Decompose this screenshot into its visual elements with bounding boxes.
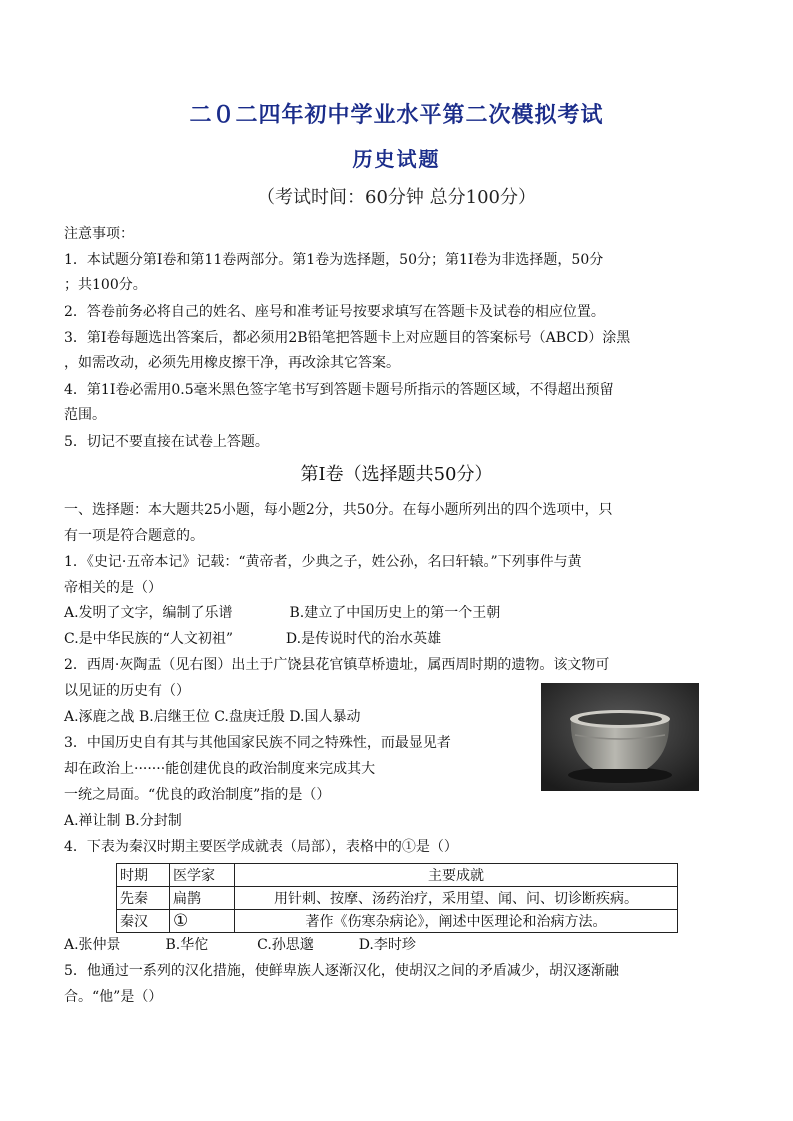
question-2-options: A.涿鹿之战 B.启继王位 C.盘庚迁殷 D.国人暴动 xyxy=(64,709,361,725)
option-d: D.是传说时代的治水英雄 xyxy=(285,631,442,647)
notice-line: 2．答卷前务必将自己的姓名、座号和准考证号按要求填写在答题卡及试卷的相应位置。 xyxy=(64,304,605,320)
option-d: D.李时珍 xyxy=(358,937,416,953)
notice-line: 5．切记不要直接在试卷上答题。 xyxy=(64,434,269,450)
option-a: A.张仲景 xyxy=(64,937,121,953)
option-c: C.是中华民族的“人文初祖” xyxy=(64,631,233,647)
question-5-stem: 5．他通过一系列的汉化措施，使鲜卑族人逐渐汉化，使胡汉之间的矛盾减少，胡汉逐渐融 xyxy=(64,963,619,979)
table-header: 医学家 xyxy=(170,864,235,887)
question-3-options: A.禅让制 B.分封制 xyxy=(64,813,182,829)
question-4-options xyxy=(64,935,734,955)
table-row xyxy=(117,887,678,910)
question-2-stem: 2．西周·灰陶盂（见右图）出土于广饶县花官镇草桥遗址，属西周时期的遗物。该文物可 xyxy=(64,657,610,673)
table-header: 主要成就 xyxy=(235,864,678,887)
exam-info: （考试时间：60分钟 总分100分） xyxy=(257,187,536,208)
pottery-bowl-icon xyxy=(541,683,699,791)
subject-title: 历史试题 xyxy=(352,147,441,171)
question-1-options xyxy=(64,603,734,623)
pottery-bowl-image xyxy=(541,683,699,791)
medical-achievements-table xyxy=(116,863,678,933)
notice-line: 1．本试题分第Ⅰ卷和第11卷两部分。第1卷为选择题，50分；第1I卷为非选择题，50分 xyxy=(64,252,604,268)
instruction-line: 一、选择题：本大题共25小题，每小题2分，共50分。在每小题所列出的四个选项中，只 xyxy=(64,502,613,518)
table-cell: 著作《伤寒杂病论》，阐述中医理论和治病方法。 xyxy=(235,910,678,933)
table-row xyxy=(117,910,678,933)
question-1-stem: 帝相关的是（） xyxy=(64,580,162,596)
option-a: A.发明了文字，编制了乐谱 xyxy=(64,605,233,621)
question-1-stem: 1．《史记·五帝本记》记载：“黄帝者，少典之子，姓公孙，名曰轩辕。”下列事件与黄 xyxy=(64,554,582,570)
table-header-row xyxy=(117,864,678,887)
table-cell: 用针刺、按摩、汤药治疗，采用望、闻、问、切诊断疾病。 xyxy=(235,887,678,910)
question-2-stem: 以见证的历史有（） xyxy=(64,683,190,699)
notice-line: 3．第Ⅰ卷每题选出答案后，都必须用2B铅笔把答题卡上对应题目的答案标号（ABCD）涂黑 xyxy=(64,330,631,346)
option-b: B.建立了中国历史上的第一个王朝 xyxy=(289,605,501,621)
section-title: 第Ⅰ卷（选择题共50分） xyxy=(300,464,493,485)
table-cell: ① xyxy=(170,910,235,933)
question-3-stem: 却在政治上·······能创建优良的政治制度来完成其大 xyxy=(64,761,376,777)
table-cell: 秦汉 xyxy=(117,910,170,933)
notice-line: ，如需改动，必须先用橡皮擦干净，再改涂其它答案。 xyxy=(64,355,400,371)
question-5-stem: 合。“他”是（） xyxy=(64,989,163,1005)
question-3-stem: 3．中国历史自有其与其他国家民族不同之特殊性，而最显见者 xyxy=(64,735,451,751)
table-cell: 扁鹊 xyxy=(170,887,235,910)
question-1-options xyxy=(64,629,734,649)
table-header: 时期 xyxy=(117,864,170,887)
exam-title: 二０二四年初中学业水平第二次模拟考试 xyxy=(189,103,604,128)
option-b: B.华佗 xyxy=(165,937,209,953)
notice-heading: 注意事项： xyxy=(64,226,134,242)
instruction-line: 有一项是符合题意的。 xyxy=(64,528,204,544)
question-4-stem: 4．下表为秦汉时期主要医学成就表（局部），表格中的①是（） xyxy=(64,839,458,855)
question-3-stem: 一统之局面。“优良的政治制度”指的是（） xyxy=(64,787,331,803)
notice-line: 范围。 xyxy=(64,407,106,423)
table-cell: 先秦 xyxy=(117,887,170,910)
notice-line: 4．第1I卷必需用0.5毫米黑色签字笔书写到答题卡题号所指示的答题区域，不得超出预留 xyxy=(64,382,614,398)
option-c: C.孙思邈 xyxy=(257,937,314,953)
notice-line: ；共100分。 xyxy=(64,277,147,293)
